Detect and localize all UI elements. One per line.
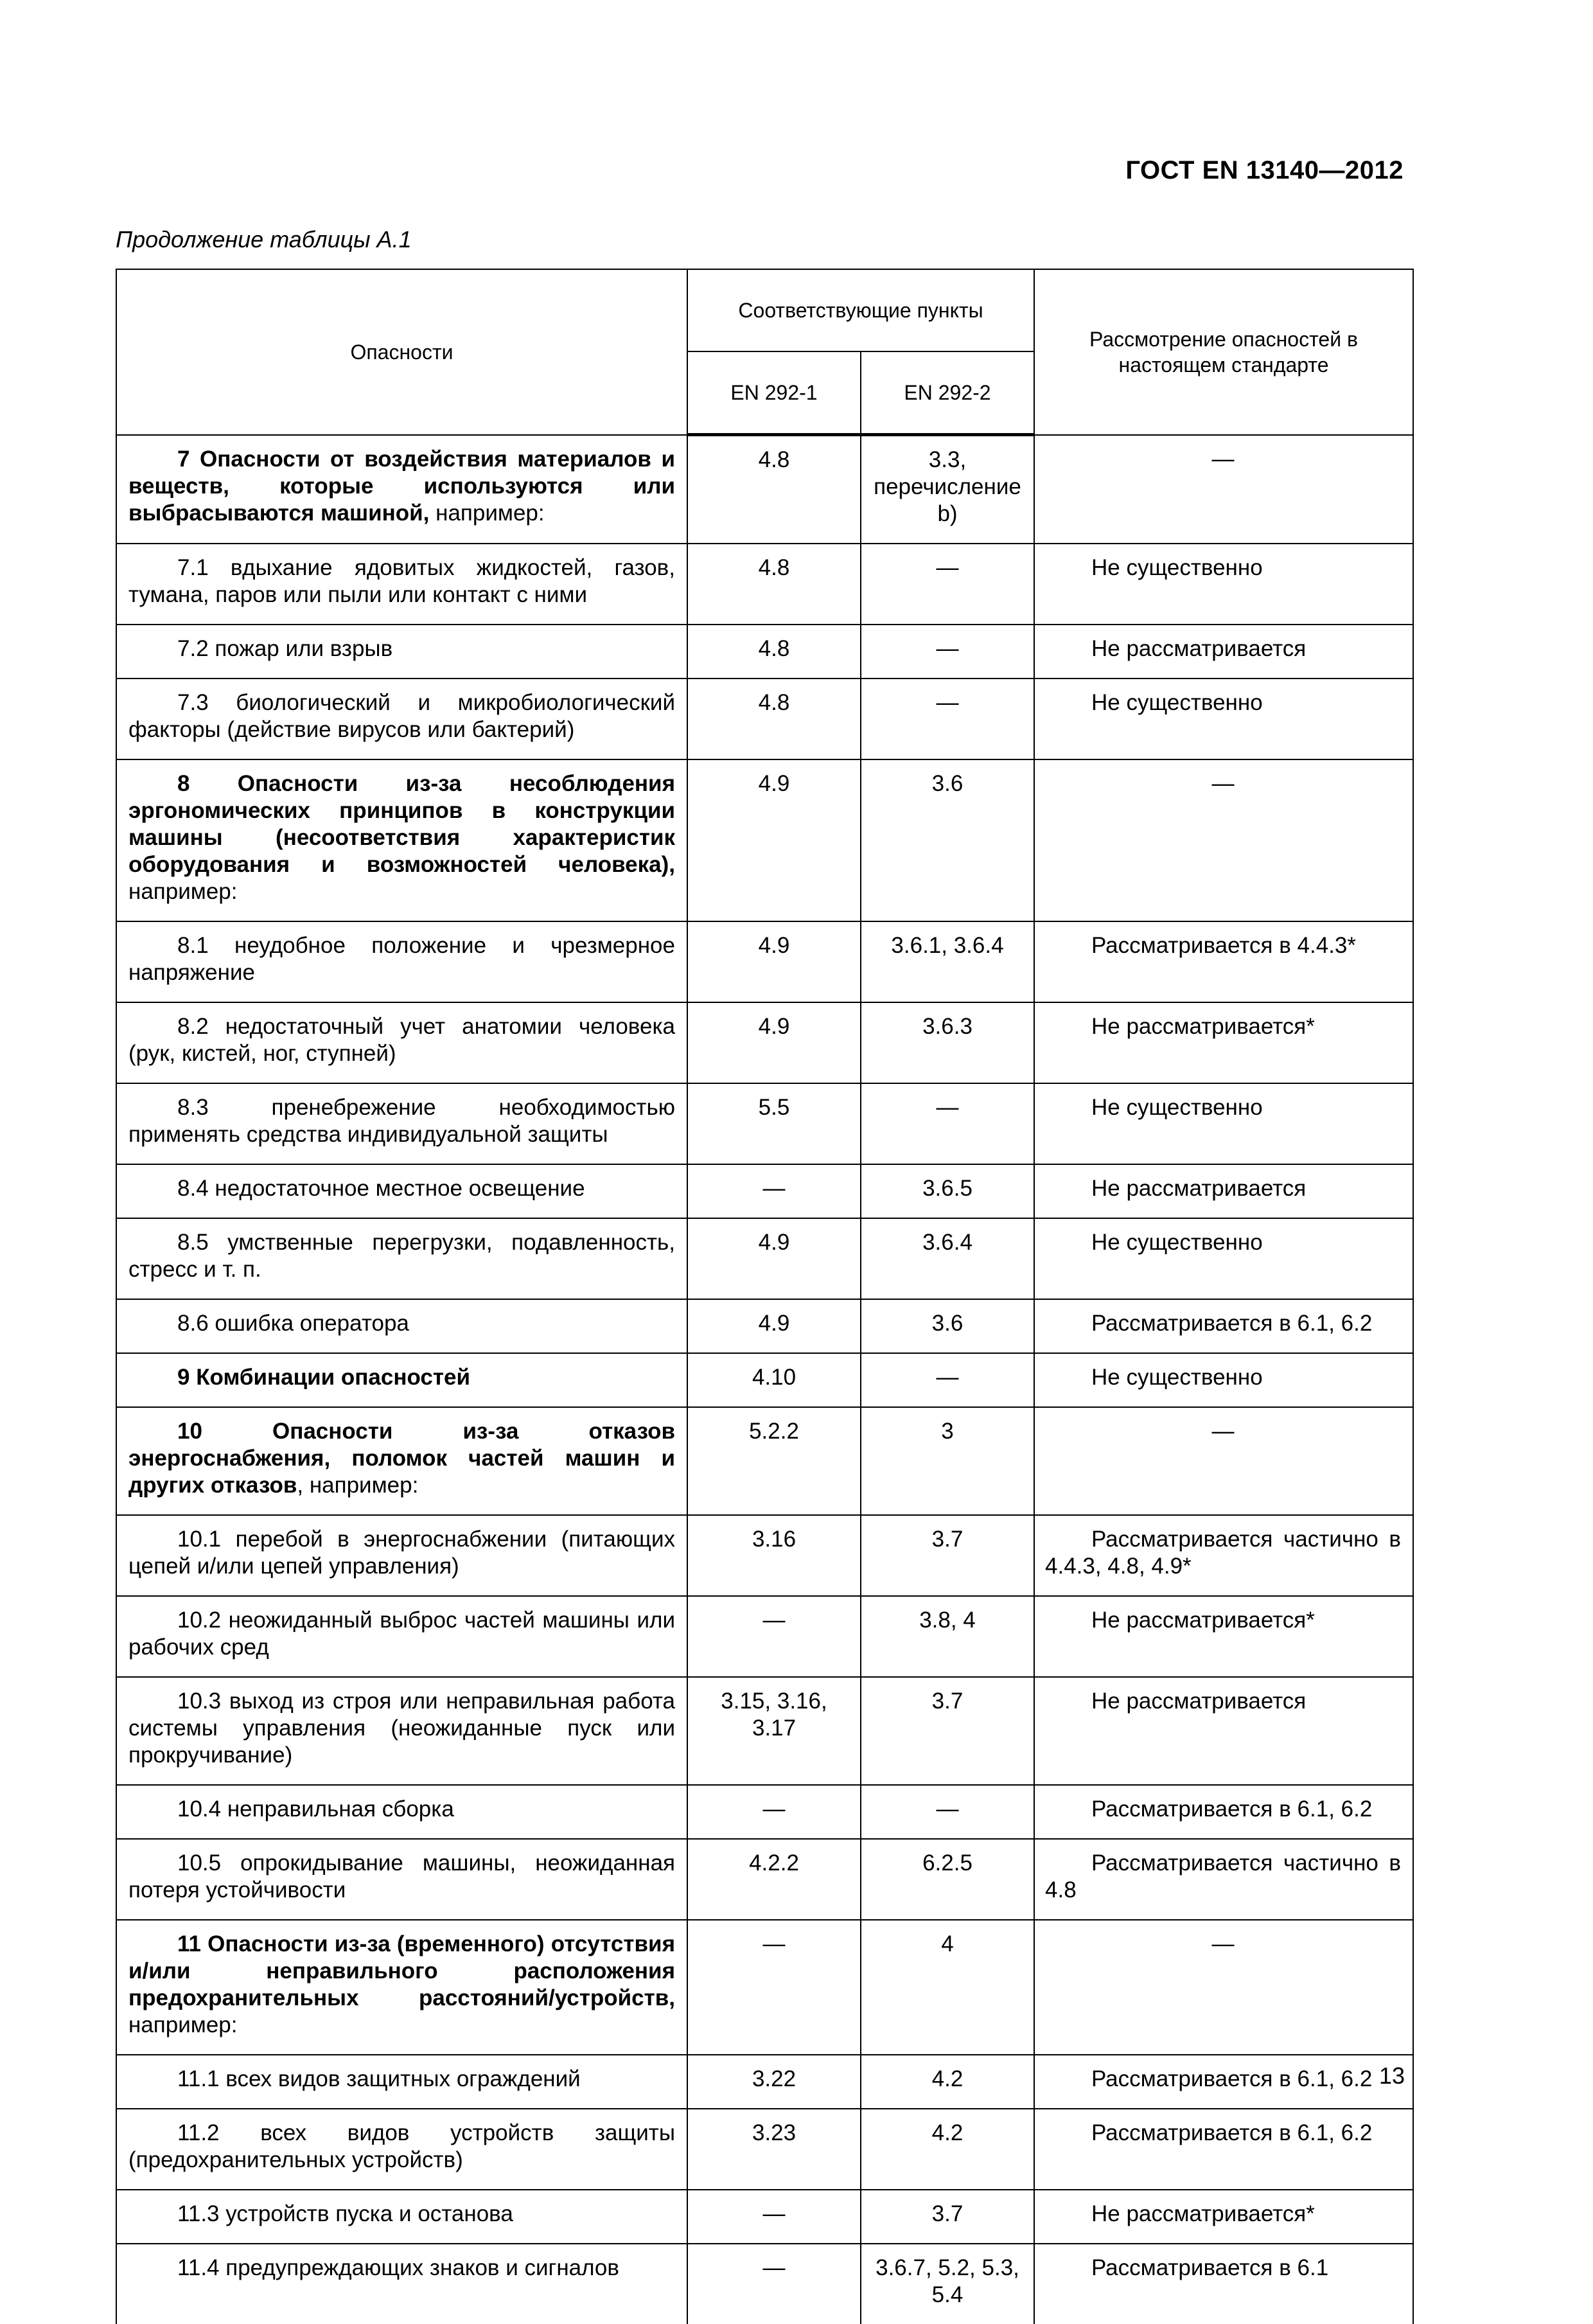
- en-292-2-cell: 4.2: [861, 2055, 1034, 2109]
- table-row: [116, 679, 1413, 759]
- en-292-2-cell: 3.6.5: [861, 1164, 1034, 1218]
- column-header-en-292-2: EN 292-2: [861, 351, 1034, 435]
- consideration-cell: —: [1034, 435, 1413, 544]
- consideration-cell: [1034, 1002, 1413, 1083]
- en-292-2-cell: 4.2: [861, 2109, 1034, 2190]
- en-292-1-cell: 4.8: [687, 679, 861, 759]
- table-body: [116, 435, 1413, 2324]
- hazard-text: например:: [128, 2012, 237, 2037]
- consideration-cell: [1034, 1515, 1413, 1596]
- en-292-2-cell: 3.8, 4: [861, 1596, 1034, 1677]
- en-292-2-cell: —: [861, 1353, 1034, 1407]
- table-row: [116, 1002, 1413, 1083]
- en-292-1-cell: —: [687, 1920, 861, 2055]
- consideration-text: Не рассматривается: [1045, 1175, 1401, 1202]
- table-row: [116, 921, 1413, 1002]
- table-row: [116, 1407, 1413, 1515]
- hazard-text: 10.1 перебой в энергоснабжении (питающих цепей и/или цепей управления): [128, 1527, 675, 1579]
- hazard-cell: [116, 2190, 687, 2244]
- en-292-1-cell: —: [687, 2244, 861, 2324]
- hazard-cell: [116, 679, 687, 759]
- en-292-1-cell: 4.9: [687, 921, 861, 1002]
- consideration-text: Рассматривается в 6.1: [1045, 2255, 1401, 2282]
- hazard-cell: [116, 921, 687, 1002]
- hazard-cell: [116, 759, 687, 921]
- en-292-1-cell: 4.10: [687, 1353, 861, 1407]
- consideration-cell: [1034, 1677, 1413, 1785]
- consideration-text: Не существенно: [1045, 554, 1401, 581]
- hazard-cell: [116, 1002, 687, 1083]
- hazard-text: например:: [429, 501, 544, 526]
- hazard-group-title: 10 Опасности из-за отказов энергоснабжения, поломок частей машин и других отказов: [128, 1419, 675, 1498]
- column-header-points: Соответствующие пункты: [687, 269, 1034, 351]
- consideration-cell: [1034, 679, 1413, 759]
- en-292-1-cell: —: [687, 2190, 861, 2244]
- consideration-text: Не рассматривается: [1045, 635, 1401, 662]
- table-row: [116, 1515, 1413, 1596]
- hazard-text: 8.2 недостаточный учет анатомии человека (рук, кистей, ног, ступней): [128, 1014, 675, 1066]
- consideration-cell: [1034, 1164, 1413, 1218]
- hazard-text: 8.4 недостаточное местное освещение: [177, 1176, 585, 1201]
- hazard-cell: [116, 1839, 687, 1920]
- consideration-cell: —: [1034, 1920, 1413, 2055]
- consideration-text: Рассматривается частично в 4.8: [1045, 1850, 1401, 1904]
- consideration-text: Рассматривается частично в 4.4.3, 4.8, 4.9*: [1045, 1526, 1401, 1580]
- consideration-text: Не существенно: [1045, 689, 1401, 716]
- hazard-cell: [116, 1299, 687, 1353]
- hazard-text: , например:: [297, 1473, 418, 1498]
- hazard-text: например:: [128, 879, 237, 904]
- consideration-text: Не существенно: [1045, 1364, 1401, 1391]
- consideration-cell: [1034, 1353, 1413, 1407]
- column-header-consideration: Рассмотрение опасностей в настоящем стандарте: [1034, 269, 1413, 435]
- table-row: [116, 1677, 1413, 1785]
- consideration-cell: [1034, 1785, 1413, 1839]
- hazard-text: 7.2 пожар или взрыв: [177, 636, 392, 661]
- consideration-cell: [1034, 1083, 1413, 1164]
- hazard-text: 8.1 неудобное положение и чрезмерное напряжение: [128, 933, 675, 985]
- hazard-cell: [116, 435, 687, 544]
- table-row: [116, 1299, 1413, 1353]
- hazard-cell: [116, 1353, 687, 1407]
- en-292-2-cell: 3.3, перечисление b): [861, 435, 1034, 544]
- table-row: [116, 1083, 1413, 1164]
- en-292-1-cell: 5.5: [687, 1083, 861, 1164]
- hazard-text: 10.2 неожиданный выброс частей машины или рабочих сред: [128, 1608, 675, 1660]
- hazard-text: 8.3 пренебрежение необходимостью применять средства индивидуальной защиты: [128, 1095, 675, 1147]
- table-row: [116, 2109, 1413, 2190]
- en-292-2-cell: 3.6.7, 5.2, 5.3, 5.4: [861, 2244, 1034, 2324]
- en-292-2-cell: —: [861, 679, 1034, 759]
- consideration-cell: [1034, 1839, 1413, 1920]
- consideration-text: Не рассматривается*: [1045, 2201, 1401, 2228]
- consideration-cell: —: [1034, 759, 1413, 921]
- table-row: [116, 1164, 1413, 1218]
- consideration-text: Не рассматривается*: [1045, 1607, 1401, 1634]
- en-292-2-cell: 3: [861, 1407, 1034, 1515]
- en-292-2-cell: 3.6: [861, 1299, 1034, 1353]
- en-292-1-cell: —: [687, 1596, 861, 1677]
- en-292-1-cell: 3.15, 3.16, 3.17: [687, 1677, 861, 1785]
- consideration-text: Не существенно: [1045, 1229, 1401, 1256]
- en-292-1-cell: 4.8: [687, 435, 861, 544]
- table-row: [116, 1353, 1413, 1407]
- consideration-cell: [1034, 1596, 1413, 1677]
- table-row: [116, 544, 1413, 625]
- table-row: [116, 2244, 1413, 2324]
- hazard-cell: [116, 544, 687, 625]
- consideration-cell: [1034, 544, 1413, 625]
- en-292-1-cell: 3.22: [687, 2055, 861, 2109]
- consideration-cell: [1034, 2055, 1413, 2109]
- hazard-cell: [116, 1164, 687, 1218]
- hazard-cell: [116, 1407, 687, 1515]
- hazard-group-title: 11 Опасности из-за (временного) отсутствия и/или неправильного расположения предохранительных расстояний/устройств,: [128, 1931, 675, 2010]
- hazard-group-title: 7 Опасности от воздействия материалов и веществ, которые используются или выбрасываются машиной,: [128, 447, 675, 526]
- hazard-group-title: 8 Опасности из-за несоблюдения эргономических принципов в конструкции машины (несоответствия характеристик оборудования и возможностей человека),: [128, 771, 675, 877]
- en-292-1-cell: 3.16: [687, 1515, 861, 1596]
- hazard-cell: [116, 1515, 687, 1596]
- consideration-text: Не существенно: [1045, 1094, 1401, 1121]
- consideration-cell: [1034, 1218, 1413, 1299]
- hazard-text: 11.2 всех видов устройств защиты (предохранительных устройств): [128, 2120, 675, 2172]
- hazard-text: 11.4 предупреждающих знаков и сигналов: [177, 2255, 619, 2280]
- hazard-text: 11.1 всех видов защитных ограждений: [177, 2066, 581, 2091]
- en-292-1-cell: 3.23: [687, 2109, 861, 2190]
- hazard-cell: [116, 1596, 687, 1677]
- table-row: [116, 759, 1413, 921]
- en-292-1-cell: 4.9: [687, 759, 861, 921]
- hazard-cell: [116, 1920, 687, 2055]
- column-header-en-292-1: EN 292-1: [687, 351, 861, 435]
- en-292-1-cell: 4.2.2: [687, 1839, 861, 1920]
- consideration-text: Рассматривается в 6.1, 6.2: [1045, 1796, 1401, 1823]
- hazard-text: 10.5 опрокидывание машины, неожиданная потеря устойчивости: [128, 1850, 675, 1903]
- hazard-cell: [116, 625, 687, 679]
- en-292-1-cell: —: [687, 1785, 861, 1839]
- en-292-1-cell: 4.8: [687, 625, 861, 679]
- en-292-2-cell: 3.6: [861, 759, 1034, 921]
- table-row: [116, 625, 1413, 679]
- consideration-cell: [1034, 921, 1413, 1002]
- hazard-group-title: 9 Комбинации опасностей: [177, 1365, 470, 1390]
- en-292-2-cell: 4: [861, 1920, 1034, 2055]
- en-292-1-cell: 4.9: [687, 1299, 861, 1353]
- en-292-1-cell: 4.9: [687, 1218, 861, 1299]
- en-292-2-cell: 3.7: [861, 1515, 1034, 1596]
- hazard-text: 10.3 выход из строя или неправильная работа системы управления (неожиданные пуск или прокручивание): [128, 1689, 675, 1768]
- table-row: [116, 1920, 1413, 2055]
- en-292-2-cell: —: [861, 1785, 1034, 1839]
- table-caption: Продолжение таблицы А.1: [116, 226, 412, 253]
- hazard-cell: [116, 1218, 687, 1299]
- page-number: 13: [1379, 2062, 1405, 2089]
- consideration-text: Не рассматривается*: [1045, 1013, 1401, 1040]
- hazard-text: 8.6 ошибка оператора: [177, 1311, 409, 1336]
- table-row: [116, 1839, 1413, 1920]
- hazard-cell: [116, 1677, 687, 1785]
- hazards-table: [116, 269, 1414, 2324]
- en-292-1-cell: 4.8: [687, 544, 861, 625]
- en-292-2-cell: —: [861, 1083, 1034, 1164]
- en-292-1-cell: —: [687, 1164, 861, 1218]
- table-row: [116, 1785, 1413, 1839]
- hazard-cell: [116, 2055, 687, 2109]
- en-292-2-cell: —: [861, 544, 1034, 625]
- consideration-text: Рассматривается в 4.4.3*: [1045, 932, 1401, 959]
- table-row: [116, 2190, 1413, 2244]
- table-row: [116, 1218, 1413, 1299]
- hazard-text: 8.5 умственные перегрузки, подавленность, стресс и т. п.: [128, 1230, 675, 1282]
- consideration-text: Рассматривается в 6.1, 6.2: [1045, 1310, 1401, 1337]
- consideration-cell: [1034, 2244, 1413, 2324]
- consideration-cell: —: [1034, 1407, 1413, 1515]
- consideration-cell: [1034, 2109, 1413, 2190]
- consideration-text: Не рассматривается: [1045, 1688, 1401, 1715]
- en-292-2-cell: 3.6.3: [861, 1002, 1034, 1083]
- table-row: [116, 2055, 1413, 2109]
- table-row: [116, 435, 1413, 544]
- hazard-text: 10.4 неправильная сборка: [177, 1796, 454, 1822]
- en-292-2-cell: 3.6.1, 3.6.4: [861, 921, 1034, 1002]
- consideration-cell: [1034, 2190, 1413, 2244]
- hazard-text: 7.3 биологический и микробиологический факторы (действие вирусов или бактерий): [128, 690, 675, 742]
- hazard-text: 7.1 вдыхание ядовитых жидкостей, газов, тумана, паров или пыли или контакт с ними: [128, 555, 675, 607]
- en-292-2-cell: 3.7: [861, 2190, 1034, 2244]
- hazard-cell: [116, 1083, 687, 1164]
- hazard-cell: [116, 2109, 687, 2190]
- en-292-2-cell: 3.6.4: [861, 1218, 1034, 1299]
- consideration-cell: [1034, 1299, 1413, 1353]
- column-header-hazards: Опасности: [116, 269, 687, 435]
- en-292-1-cell: 4.9: [687, 1002, 861, 1083]
- en-292-2-cell: 3.7: [861, 1677, 1034, 1785]
- document-code: ГОСТ EN 13140—2012: [1125, 156, 1404, 185]
- hazard-cell: [116, 1785, 687, 1839]
- hazard-text: 11.3 устройств пуска и останова: [177, 2201, 513, 2226]
- hazard-cell: [116, 2244, 687, 2324]
- en-292-2-cell: 6.2.5: [861, 1839, 1034, 1920]
- en-292-1-cell: 5.2.2: [687, 1407, 861, 1515]
- consideration-text: Рассматривается в 6.1, 6.2: [1045, 2066, 1401, 2093]
- consideration-cell: [1034, 625, 1413, 679]
- en-292-2-cell: —: [861, 625, 1034, 679]
- consideration-text: Рассматривается в 6.1, 6.2: [1045, 2120, 1401, 2147]
- table-row: [116, 1596, 1413, 1677]
